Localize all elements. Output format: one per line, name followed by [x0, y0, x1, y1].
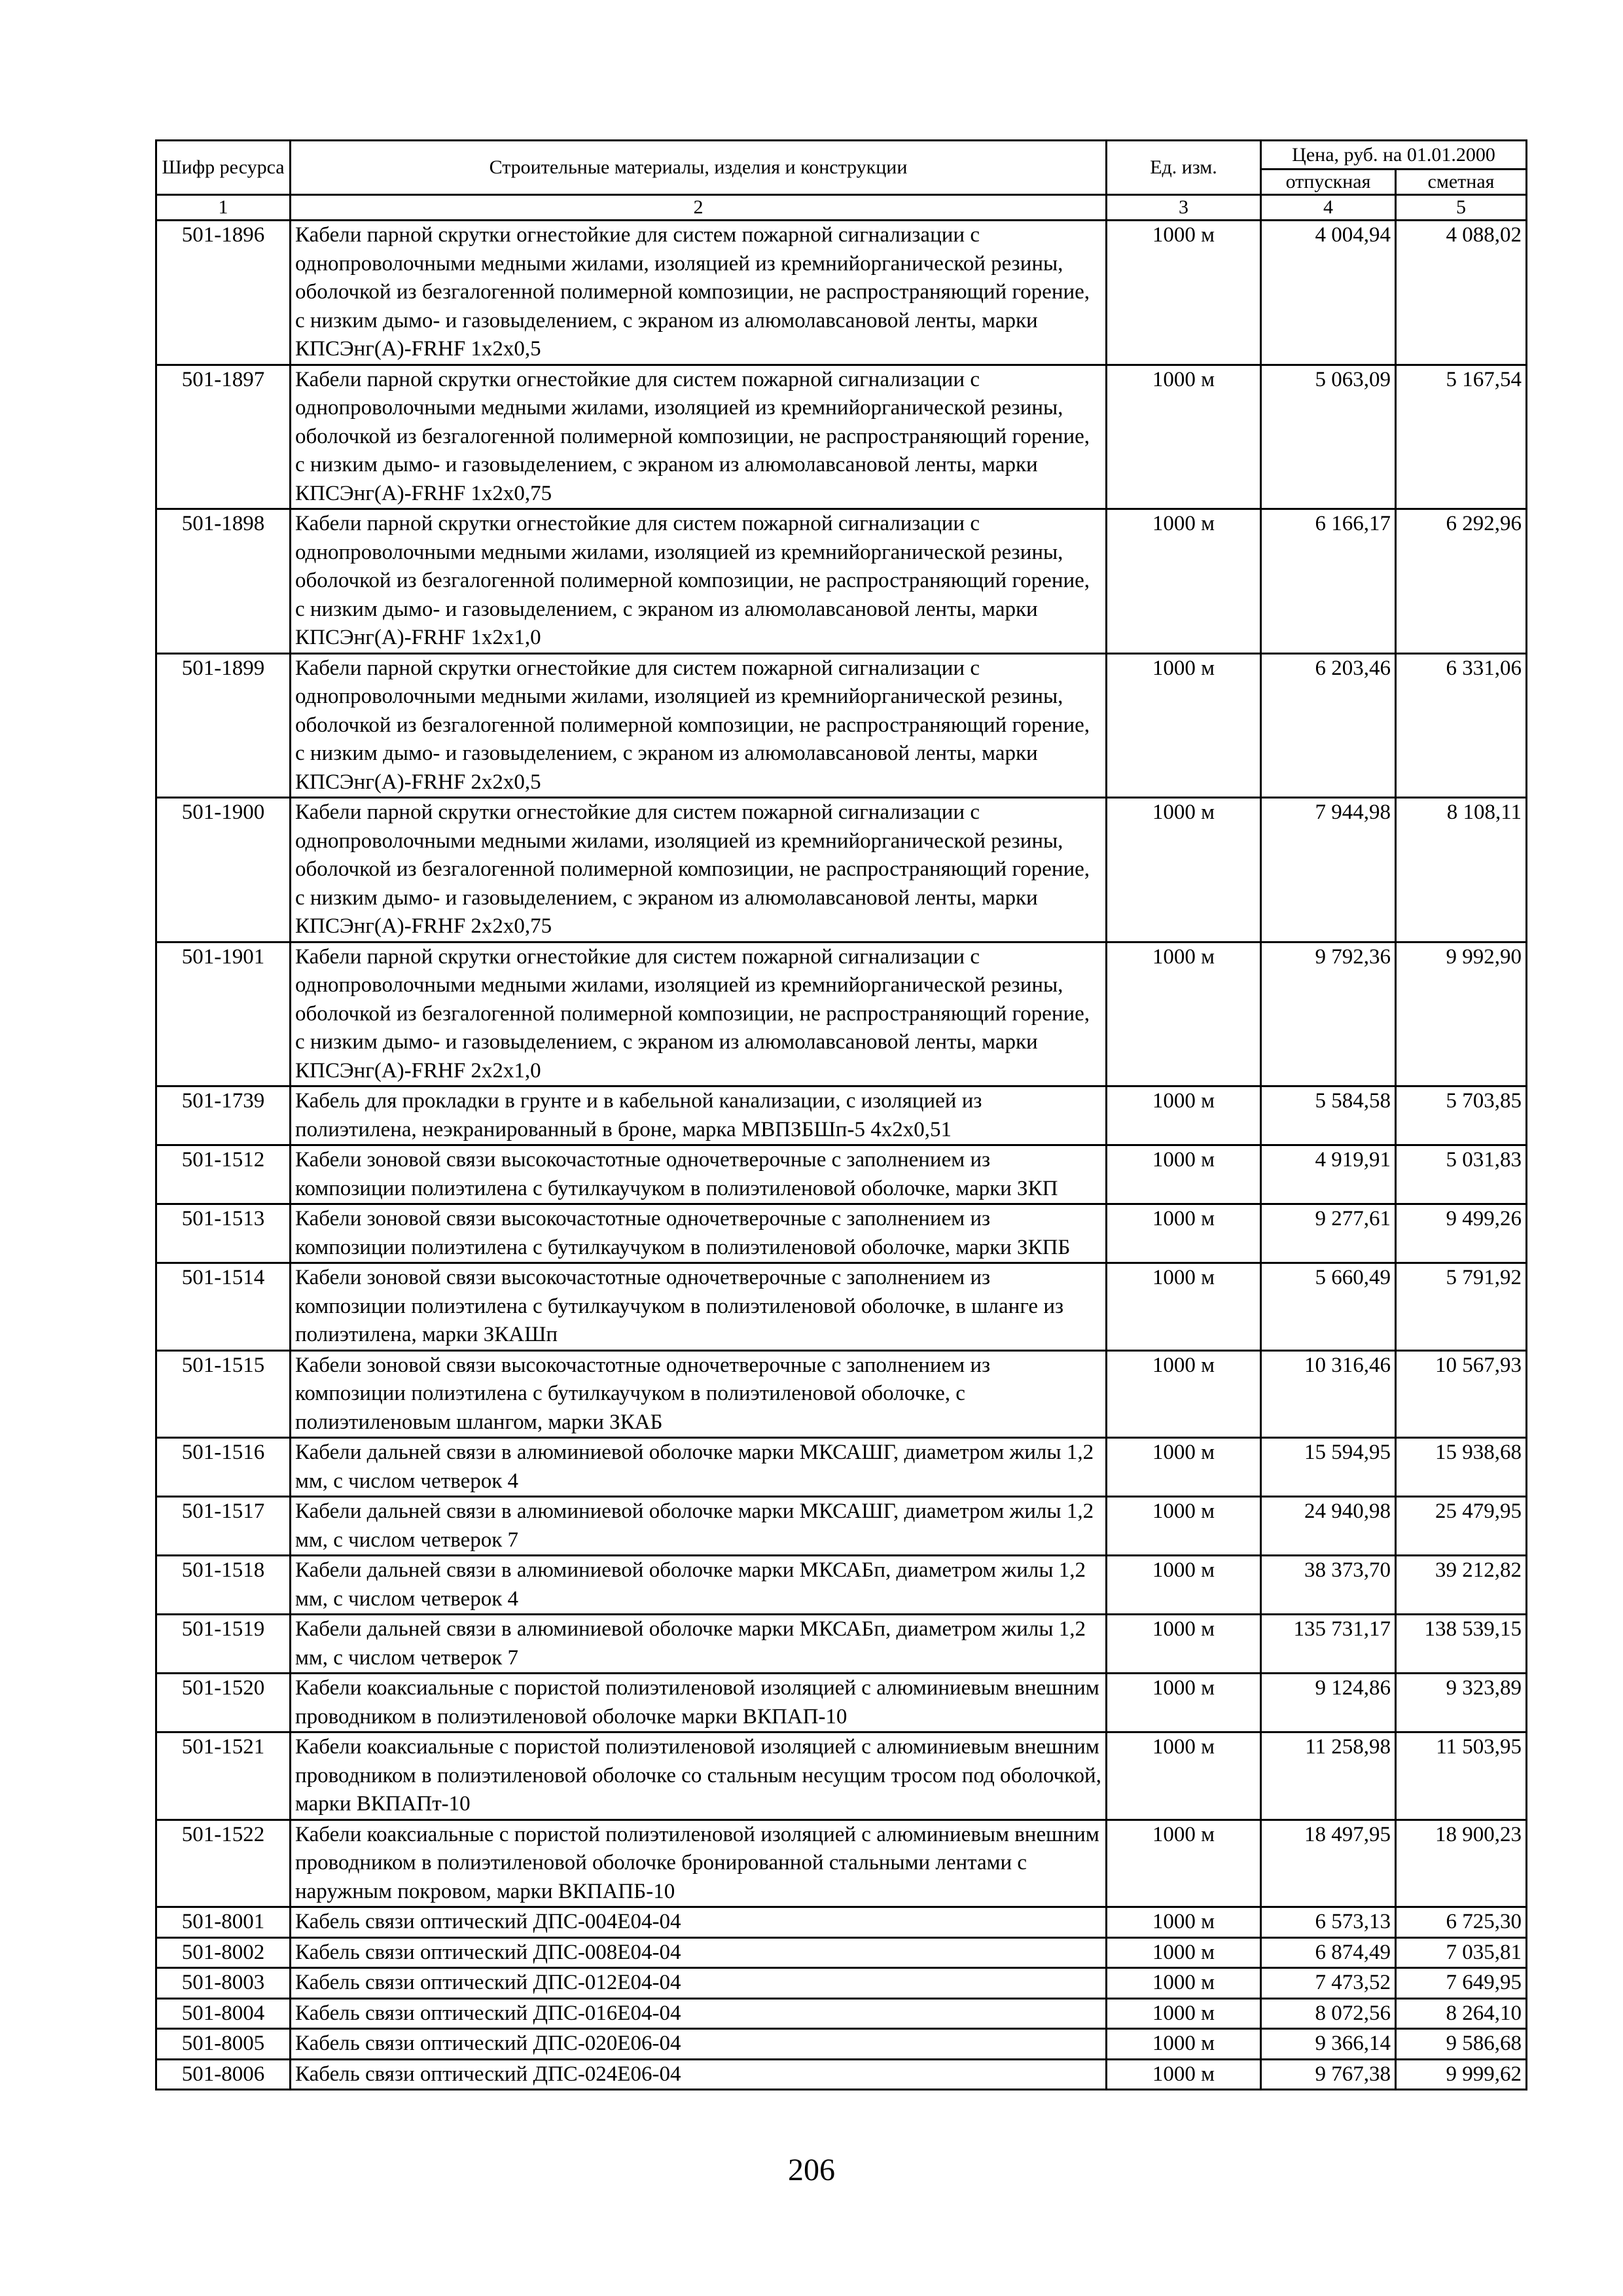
unit-of-measure: 1000 м: [1107, 2029, 1261, 2060]
material-description: Кабели зоновой связи высокочастотные одночетверочные с заполнением из композиции полиэтилена с бутилкаучуком в полиэтиленовой оболочке, в шланге из полиэтилена, марки ЗКАШп: [291, 1263, 1107, 1351]
table-row: [156, 1907, 1527, 1938]
resource-code: 501-1896: [156, 221, 291, 365]
resource-code: 501-1900: [156, 798, 291, 942]
estimate-price: 25 479,95: [1396, 1497, 1527, 1556]
release-price: 8 072,56: [1261, 1998, 1396, 2029]
release-price: 4 919,91: [1261, 1145, 1396, 1204]
release-price: 18 497,95: [1261, 1820, 1396, 1907]
unit-of-measure: 1000 м: [1107, 1732, 1261, 1820]
header-price: Цена, руб. на 01.01.2000: [1261, 141, 1527, 170]
table-row: [156, 1937, 1527, 1968]
material-description: Кабели парной скрутки огнестойкие для систем пожарной сигнализации с однопроволочными медными жилами, изоляцией из кремнийорганической резины, оболочкой из безгалогенной полимерной композиции, не распространяющий горение, с низким дымо- и газовыделением, с экраном из алюмолавсановой ленты, марки КПСЭнг(А)-FRHF 2х2х0,75: [291, 798, 1107, 942]
unit-of-measure: 1000 м: [1107, 221, 1261, 365]
material-description: Кабели дальней связи в алюминиевой оболочке марки МКСАБп, диаметром жилы 1,2 мм, с числом четверок 4: [291, 1556, 1107, 1615]
release-price: 11 258,98: [1261, 1732, 1396, 1820]
material-description: Кабели парной скрутки огнестойкие для систем пожарной сигнализации с однопроволочными медными жилами, изоляцией из кремнийорганической резины, оболочкой из безгалогенной полимерной композиции, не распространяющий горение, с низким дымо- и газовыделением, с экраном из алюмолавсановой ленты, марки КПСЭнг(А)-FRHF 1х2х0,5: [291, 221, 1107, 365]
material-description: Кабели дальней связи в алюминиевой оболочке марки МКСАШГ, диаметром жилы 1,2 мм, с числом четверок 7: [291, 1497, 1107, 1556]
unit-of-measure: 1000 м: [1107, 1907, 1261, 1938]
table-row: [156, 1820, 1527, 1907]
table-row: [156, 221, 1527, 365]
resource-code: 501-8006: [156, 2059, 291, 2090]
release-price: 38 373,70: [1261, 1556, 1396, 1615]
material-description: Кабели зоновой связи высокочастотные одночетверочные с заполнением из композиции полиэтилена с бутилкаучуком в полиэтиленовой оболочке, марки ЗКП: [291, 1145, 1107, 1204]
table-body: [156, 221, 1527, 2090]
unit-of-measure: 1000 м: [1107, 1145, 1261, 1204]
estimate-price: 8 108,11: [1396, 798, 1527, 942]
table-row: [156, 1438, 1527, 1497]
table-row: [156, 798, 1527, 942]
material-description: Кабели дальней связи в алюминиевой оболочке марки МКСАШГ, диаметром жилы 1,2 мм, с числом четверок 4: [291, 1438, 1107, 1497]
release-price: 5 660,49: [1261, 1263, 1396, 1351]
unit-of-measure: 1000 м: [1107, 509, 1261, 654]
resource-code: 501-1512: [156, 1145, 291, 1204]
table-row: [156, 653, 1527, 798]
column-number: 3: [1107, 195, 1261, 221]
estimate-price: 6 292,96: [1396, 509, 1527, 654]
material-description: Кабели зоновой связи высокочастотные одночетверочные с заполнением из композиции полиэтилена с бутилкаучуком в полиэтиленовой оболочке, марки ЗКПБ: [291, 1204, 1107, 1263]
material-description: Кабель связи оптический ДПС-012Е04-04: [291, 1968, 1107, 1999]
material-description: Кабель связи оптический ДПС-004Е04-04: [291, 1907, 1107, 1938]
release-price: 9 767,38: [1261, 2059, 1396, 2090]
estimate-price: 15 938,68: [1396, 1438, 1527, 1497]
release-price: 6 573,13: [1261, 1907, 1396, 1938]
header-estimate-price: сметная: [1396, 170, 1527, 195]
table-row: [156, 1674, 1527, 1732]
estimate-price: 39 212,82: [1396, 1556, 1527, 1615]
resource-code: 501-8003: [156, 1968, 291, 1999]
table-header: [156, 141, 1527, 221]
release-price: 9 277,61: [1261, 1204, 1396, 1263]
material-description: Кабели парной скрутки огнестойкие для систем пожарной сигнализации с однопроволочными медными жилами, изоляцией из кремнийорганической резины, оболочкой из безгалогенной полимерной композиции, не распространяющий горение, с низким дымо- и газовыделением, с экраном из алюмолавсановой ленты, марки КПСЭнг(А)-FRHF 1х2х0,75: [291, 365, 1107, 509]
unit-of-measure: 1000 м: [1107, 1438, 1261, 1497]
column-number: 4: [1261, 195, 1396, 221]
release-price: 6 166,17: [1261, 509, 1396, 654]
material-description: Кабели парной скрутки огнестойкие для систем пожарной сигнализации с однопроволочными медными жилами, изоляцией из кремнийорганической резины, оболочкой из безгалогенной полимерной композиции, не распространяющий горение, с низким дымо- и газовыделением, с экраном из алюмолавсановой ленты, марки КПСЭнг(А)-FRHF 1х2х1,0: [291, 509, 1107, 654]
material-description: Кабели коаксиальные с пористой полиэтиленовой изоляцией с алюминиевым внешним проводником в полиэтиленовой оболочке со стальным несущим тросом под оболочкой, марки ВКПАПт-10: [291, 1732, 1107, 1820]
resource-code: 501-1516: [156, 1438, 291, 1497]
header-unit: Ед. изм.: [1107, 141, 1261, 195]
unit-of-measure: 1000 м: [1107, 942, 1261, 1086]
release-price: 4 004,94: [1261, 221, 1396, 365]
resource-code: 501-1517: [156, 1497, 291, 1556]
resource-code: 501-1898: [156, 509, 291, 654]
unit-of-measure: 1000 м: [1107, 798, 1261, 942]
material-description: Кабель связи оптический ДПС-016Е04-04: [291, 1998, 1107, 2029]
resource-code: 501-1514: [156, 1263, 291, 1351]
table-row: [156, 1968, 1527, 1999]
estimate-price: 9 586,68: [1396, 2029, 1527, 2060]
unit-of-measure: 1000 м: [1107, 1086, 1261, 1145]
table-row: [156, 509, 1527, 654]
unit-of-measure: 1000 м: [1107, 1556, 1261, 1615]
release-price: 7 473,52: [1261, 1968, 1396, 1999]
table-row: [156, 1145, 1527, 1204]
resource-code: 501-1522: [156, 1820, 291, 1907]
table-row: [156, 1263, 1527, 1351]
material-description: Кабели дальней связи в алюминиевой оболочке марки МКСАБп, диаметром жилы 1,2 мм, с числом четверок 7: [291, 1615, 1107, 1674]
resource-code: 501-8001: [156, 1907, 291, 1938]
release-price: 5 584,58: [1261, 1086, 1396, 1145]
resource-code: 501-1520: [156, 1674, 291, 1732]
header-materials: Строительные материалы, изделия и конструкции: [291, 141, 1107, 195]
estimate-price: 5 703,85: [1396, 1086, 1527, 1145]
material-description: Кабели коаксиальные с пористой полиэтиленовой изоляцией с алюминиевым внешним проводником в полиэтиленовой оболочке марки ВКПАП-10: [291, 1674, 1107, 1732]
release-price: 15 594,95: [1261, 1438, 1396, 1497]
table-row: [156, 942, 1527, 1086]
resource-code: 501-8002: [156, 1937, 291, 1968]
release-price: 6 874,49: [1261, 1937, 1396, 1968]
unit-of-measure: 1000 м: [1107, 1674, 1261, 1732]
price-table: [155, 139, 1527, 2090]
release-price: 9 792,36: [1261, 942, 1396, 1086]
unit-of-measure: 1000 м: [1107, 1350, 1261, 1438]
table-row: [156, 1998, 1527, 2029]
resource-code: 501-1515: [156, 1350, 291, 1438]
material-description: Кабель связи оптический ДПС-008Е04-04: [291, 1937, 1107, 1968]
header-code: Шифр ресурса: [156, 141, 291, 195]
material-description: Кабели парной скрутки огнестойкие для систем пожарной сигнализации с однопроволочными медными жилами, изоляцией из кремнийорганической резины, оболочкой из безгалогенной полимерной композиции, не распространяющий горение, с низким дымо- и газовыделением, с экраном из алюмолавсановой ленты, марки КПСЭнг(А)-FRHF 2х2х1,0: [291, 942, 1107, 1086]
estimate-price: 7 035,81: [1396, 1937, 1527, 1968]
unit-of-measure: 1000 м: [1107, 1820, 1261, 1907]
estimate-price: 6 725,30: [1396, 1907, 1527, 1938]
unit-of-measure: 1000 м: [1107, 1937, 1261, 1968]
resource-code: 501-8004: [156, 1998, 291, 2029]
unit-of-measure: 1000 м: [1107, 653, 1261, 798]
estimate-price: 11 503,95: [1396, 1732, 1527, 1820]
unit-of-measure: 1000 м: [1107, 365, 1261, 509]
table-row: [156, 1350, 1527, 1438]
estimate-price: 5 791,92: [1396, 1263, 1527, 1351]
resource-code: 501-1899: [156, 653, 291, 798]
table-row: [156, 1086, 1527, 1145]
unit-of-measure: 1000 м: [1107, 1204, 1261, 1263]
table-row: [156, 1615, 1527, 1674]
resource-code: 501-1519: [156, 1615, 291, 1674]
estimate-price: 5 167,54: [1396, 365, 1527, 509]
estimate-price: 5 031,83: [1396, 1145, 1527, 1204]
release-price: 135 731,17: [1261, 1615, 1396, 1674]
estimate-price: 9 323,89: [1396, 1674, 1527, 1732]
estimate-price: 7 649,95: [1396, 1968, 1527, 1999]
unit-of-measure: 1000 м: [1107, 1968, 1261, 1999]
release-price: 10 316,46: [1261, 1350, 1396, 1438]
release-price: 24 940,98: [1261, 1497, 1396, 1556]
column-number: 5: [1396, 195, 1527, 221]
table-row: [156, 1497, 1527, 1556]
estimate-price: 18 900,23: [1396, 1820, 1527, 1907]
estimate-price: 9 999,62: [1396, 2059, 1527, 2090]
unit-of-measure: 1000 м: [1107, 2059, 1261, 2090]
resource-code: 501-8005: [156, 2029, 291, 2060]
table-row: [156, 1732, 1527, 1820]
material-description: Кабели коаксиальные с пористой полиэтиленовой изоляцией с алюминиевым внешним проводником в полиэтиленовой оболочке бронированной стальными лентами с наружным покровом, марки ВКПАПБ-10: [291, 1820, 1107, 1907]
material-description: Кабели зоновой связи высокочастотные одночетверочные с заполнением из композиции полиэтилена с бутилкаучуком в полиэтиленовой оболочке, с полиэтиленовым шлангом, марки ЗКАБ: [291, 1350, 1107, 1438]
table-row: [156, 2059, 1527, 2090]
resource-code: 501-1739: [156, 1086, 291, 1145]
release-price: 9 366,14: [1261, 2029, 1396, 2060]
resource-code: 501-1518: [156, 1556, 291, 1615]
unit-of-measure: 1000 м: [1107, 1497, 1261, 1556]
unit-of-measure: 1000 м: [1107, 1615, 1261, 1674]
material-description: Кабель для прокладки в грунте и в кабельной канализации, с изоляцией из полиэтилена, неэкранированный в броне, марка МВПЗБШп-5 4х2х0,51: [291, 1086, 1107, 1145]
table-row: [156, 1556, 1527, 1615]
material-description: Кабели парной скрутки огнестойкие для систем пожарной сигнализации с однопроволочными медными жилами, изоляцией из кремнийорганической резины, оболочкой из безгалогенной полимерной композиции, не распространяющий горение, с низким дымо- и газовыделением, с экраном из алюмолавсановой ленты, марки КПСЭнг(А)-FRHF 2х2х0,5: [291, 653, 1107, 798]
estimate-price: 9 499,26: [1396, 1204, 1527, 1263]
column-number: 1: [156, 195, 291, 221]
estimate-price: 9 992,90: [1396, 942, 1527, 1086]
table-row: [156, 1204, 1527, 1263]
resource-code: 501-1897: [156, 365, 291, 509]
estimate-price: 4 088,02: [1396, 221, 1527, 365]
release-price: 6 203,46: [1261, 653, 1396, 798]
material-description: Кабель связи оптический ДПС-020Е06-04: [291, 2029, 1107, 2060]
resource-code: 501-1513: [156, 1204, 291, 1263]
table-row: [156, 365, 1527, 509]
unit-of-measure: 1000 м: [1107, 1998, 1261, 2029]
page-number: 206: [788, 2153, 835, 2187]
estimate-price: 8 264,10: [1396, 1998, 1527, 2029]
resource-code: 501-1901: [156, 942, 291, 1086]
estimate-price: 6 331,06: [1396, 653, 1527, 798]
column-number: 2: [291, 195, 1107, 221]
table-row: [156, 2029, 1527, 2060]
unit-of-measure: 1000 м: [1107, 1263, 1261, 1351]
estimate-price: 138 539,15: [1396, 1615, 1527, 1674]
release-price: 5 063,09: [1261, 365, 1396, 509]
material-description: Кабель связи оптический ДПС-024Е06-04: [291, 2059, 1107, 2090]
release-price: 9 124,86: [1261, 1674, 1396, 1732]
resource-code: 501-1521: [156, 1732, 291, 1820]
release-price: 7 944,98: [1261, 798, 1396, 942]
estimate-price: 10 567,93: [1396, 1350, 1527, 1438]
header-release-price: отпускная: [1261, 170, 1396, 195]
